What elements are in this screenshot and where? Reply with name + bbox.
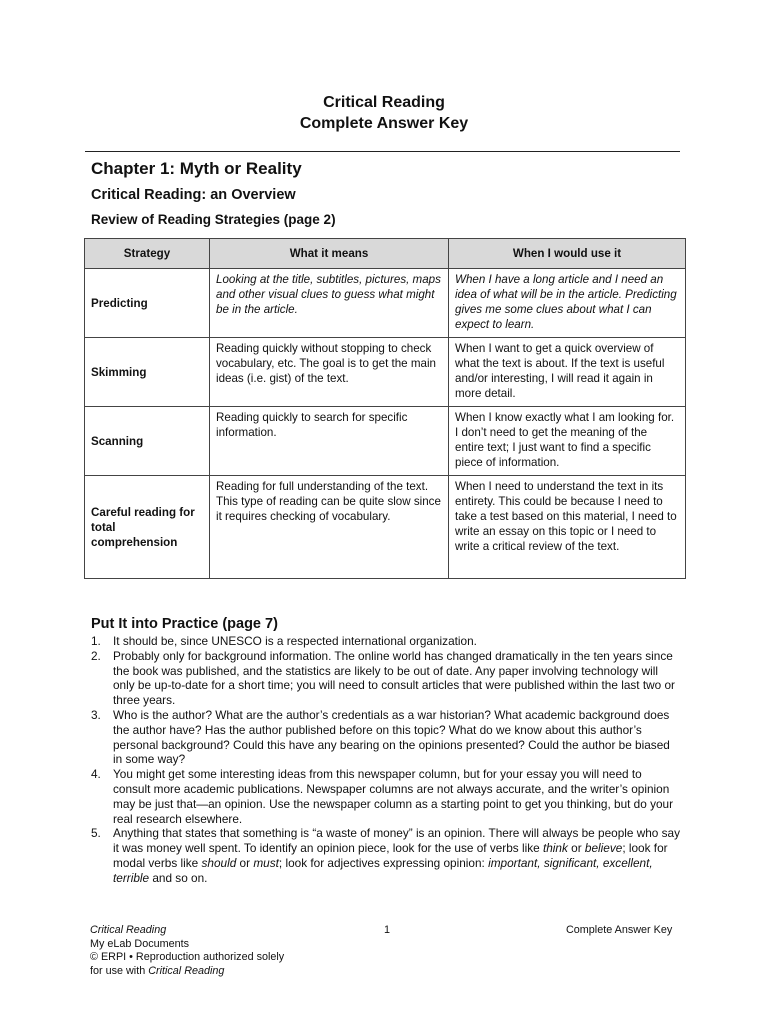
table-row — [85, 269, 686, 338]
strategy-cell: Scanning — [85, 407, 210, 476]
item-text-part: ; look for adjectives expressing opinion: — [278, 855, 489, 870]
table-header-row — [85, 239, 686, 269]
title-line-2: Complete Answer Key — [299, 115, 469, 132]
example-word-must: must — [253, 855, 279, 870]
means-cell: Reading for full understanding of the text. This type of reading can be quite slow since it requires checking of vocabulary. — [210, 476, 449, 579]
practice-heading: Put It into Practice (page 7) — [91, 616, 278, 632]
footer-right: Complete Answer Key — [566, 924, 673, 936]
header-strategy: Strategy — [85, 239, 210, 269]
strategy-cell: Careful reading for total comprehension — [85, 476, 210, 579]
example-word-think: think — [542, 841, 568, 856]
footer-line-4: for use with — [90, 964, 149, 977]
footer-book-title: Critical Reading — [90, 924, 167, 936]
document-title — [84, 92, 684, 134]
item-text-part: and so on. — [149, 870, 208, 885]
header-what-it-means: What it means — [210, 239, 449, 269]
strategy-cell: Predicting — [85, 269, 210, 338]
list-item — [91, 708, 681, 767]
header-when-i-would-use-it: When I would use it — [449, 239, 686, 269]
footer-left — [90, 924, 284, 978]
answer-list — [91, 634, 681, 886]
section-heading: Critical Reading: an Overview — [91, 187, 296, 203]
item-text: You might get some interesting ideas from this newspaper column, but for your essay you will need to consult more academic publications. Newspaper columns are not always accurate, and the writer’s opinion may be just that—an opinion. Use the newspaper column as a starting point to get you thinking, but do your real research elsewhere. — [113, 767, 674, 826]
means-cell: Reading quickly to search for specific information. — [210, 407, 449, 476]
example-word-should: should — [201, 855, 237, 870]
chapter-heading: Chapter 1: Myth or Reality — [91, 159, 302, 178]
item-number: 4. — [91, 767, 101, 782]
title-divider — [85, 151, 680, 152]
item-text-part: Anything that states that something is “a waste of money” is an opinion. There will always be people who say it was money well spent. To identify an opinion piece, look for the use of verbs like — [113, 826, 680, 856]
list-item — [91, 767, 681, 826]
item-number: 3. — [91, 707, 101, 722]
title-line-1: Critical Reading — [323, 94, 445, 111]
list-item — [91, 826, 681, 885]
means-cell: Looking at the title, subtitles, pictures, maps and other visual clues to guess what might be in the article. — [210, 269, 449, 338]
item-number: 1. — [91, 634, 101, 648]
example-adjectives: important, significant, excellent, terrible — [113, 855, 653, 885]
item-text-part: or — [236, 855, 254, 870]
item-number: 5. — [91, 826, 101, 841]
item-text-part: or — [567, 841, 585, 856]
footer-line-2: My eLab Documents — [90, 937, 190, 950]
list-item — [91, 649, 681, 708]
item-text: It should be, since UNESCO is a respected international organization. — [113, 634, 477, 648]
use-cell: When I have a long article and I need an idea of what will be in the article. Predicting gives me some clues about what I can expect to learn. — [449, 269, 686, 338]
item-text-part: ; look for modal verbs like — [113, 841, 668, 870]
use-cell: When I know exactly what I am looking for. I don’t need to get the meaning of the entire text; I just want to find a specific piece of information. — [449, 407, 686, 476]
example-word-believe: believe — [584, 841, 623, 856]
table-row — [85, 338, 686, 407]
list-item — [91, 634, 681, 649]
use-cell: When I want to get a quick overview of what the text is about. If the text is useful and/or interesting, I will read it again in more detail. — [449, 338, 686, 407]
item-number: 2. — [91, 648, 101, 663]
item-text: Who is the author? What are the author’s credentials as a war historian? What academic background does the author have? Has the author published before on this topic? What do we know about this author’s personal background? Could this have any bearing on the opinions presented? Could the author be biased in some way? — [113, 707, 670, 767]
table-row — [85, 407, 686, 476]
page-number: 1 — [384, 924, 391, 936]
table-row — [85, 476, 686, 579]
means-cell: Reading quickly without stopping to check vocabulary, etc. The goal is to get the main ideas (i.e. gist) of the text. — [210, 338, 449, 407]
strategy-cell: Skimming — [85, 338, 210, 407]
footer-line-3: © ERPI • Reproduction authorized solely — [90, 951, 285, 963]
strategies-table — [84, 238, 686, 579]
item-text: Probably only for background information. The online world has changed dramatically in the ten years since the book was published, and the statistics are likely to be out of date. Any paper involving technology will only be up-to-date for a short time; you will need to consult articles that were published within the last two or three years. — [113, 648, 675, 708]
use-cell: When I need to understand the text in its entirety. This could be because I need to take a test based on this material, I need to write an essay on this topic or I need to write a critical review of the text. — [449, 476, 686, 579]
footer-line-4-book: Critical Reading — [148, 964, 225, 977]
subsection-heading: Review of Reading Strategies (page 2) — [91, 212, 336, 227]
